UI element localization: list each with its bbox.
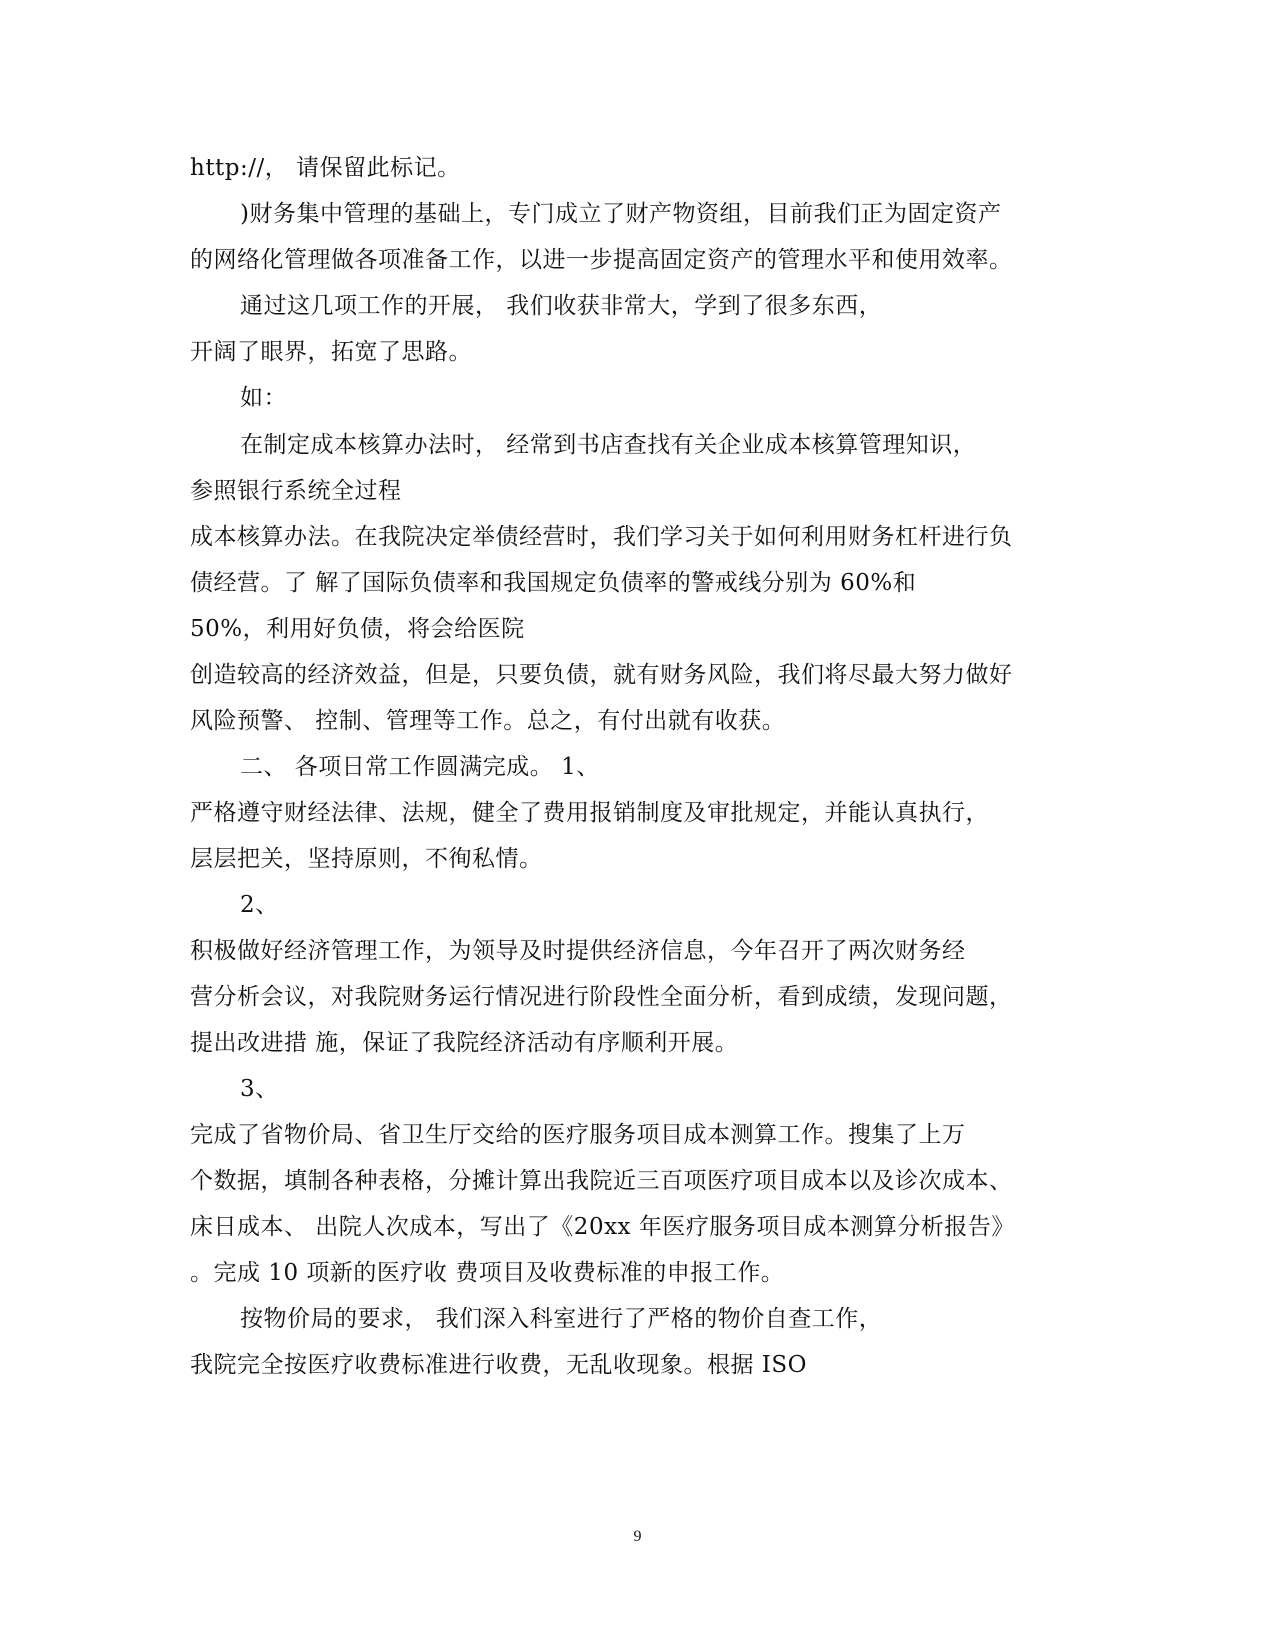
text-line: 风险预警、 控制、管理等工作。总之，有付出就有收获。 [190,708,786,734]
text-line: )财务集中管理的基础上，专门成立了财产物资组，目前我们正为固定资产 [240,201,1002,227]
text-line: 在制定成本核算办法时， 经常到书店查找有关企业成本核算管理知识， [240,432,977,458]
text-line: 开阔了眼界，拓宽了思路。 [190,339,472,365]
text-line: 床日成本、 出院人次成本，写出了《20xx 年医疗服务项目成本测算分析报告》 [190,1214,1015,1240]
text-line: 通过这几项工作的开展， 我们收获非常大，学到了很多东西， [240,293,883,319]
text-line: 营分析会议，对我院财务运行情况进行阶段性全面分析，看到成绩，发现问题， [190,984,1013,1010]
text-line: 按物价局的要求， 我们深入科室进行了严格的物价自查工作， [240,1306,883,1332]
text-line: 50%，利用好负债，将会给医院 [190,616,525,642]
text-line: 严格遵守财经法律、法规，健全了费用报销制度及审批规定，并能认真执行， [190,800,989,826]
text-line: 的网络化管理做各项准备工作，以进一步提高固定资产的管理水平和使用效率。 [190,247,1013,273]
text-line: 我院完全按医疗收费标准进行收费，无乱收现象。根据 ISO [190,1352,808,1378]
text-line: 个数据，填制各种表格，分摊计算出我院近三百项医疗项目成本以及诊次成本、 [190,1168,1013,1194]
text-line: 积极做好经济管理工作，为领导及时提供经济信息，今年召开了两次财务经 [190,938,966,964]
text-line: 参照银行系统全过程 [190,478,402,504]
text-line: 创造较高的经济效益，但是，只要负债，就有财务风险，我们将尽最大努力做好 [190,662,1013,688]
text-line: 2、 [240,892,279,918]
text-line: 成本核算办法。在我院决定举债经营时，我们学习关于如何利用财务杠杆进行负 [190,524,1013,550]
text-line: 完成了省物价局、省卫生厅交给的医疗服务项目成本测算工作。搜集了上万 [190,1122,966,1148]
text-line: 如： [240,385,287,411]
text-line: 层层把关，坚持原则，不徇私情。 [190,846,543,872]
text-line: 。完成 10 项新的医疗收 费项目及收费标准的申报工作。 [190,1260,785,1286]
text-line: http://， 请保留此标记。 [190,155,461,181]
page-number: 9 [633,1528,642,1545]
text-line: 3、 [240,1076,279,1102]
text-line: 提出改进措 施，保证了我院经济活动有序顺利开展。 [190,1030,739,1056]
text-line: 债经营。了 解了国际负债率和我国规定负债率的警戒线分别为 60%和 [190,570,917,596]
text-line: 二、 各项日常工作圆满完成。 1、 [240,754,600,780]
